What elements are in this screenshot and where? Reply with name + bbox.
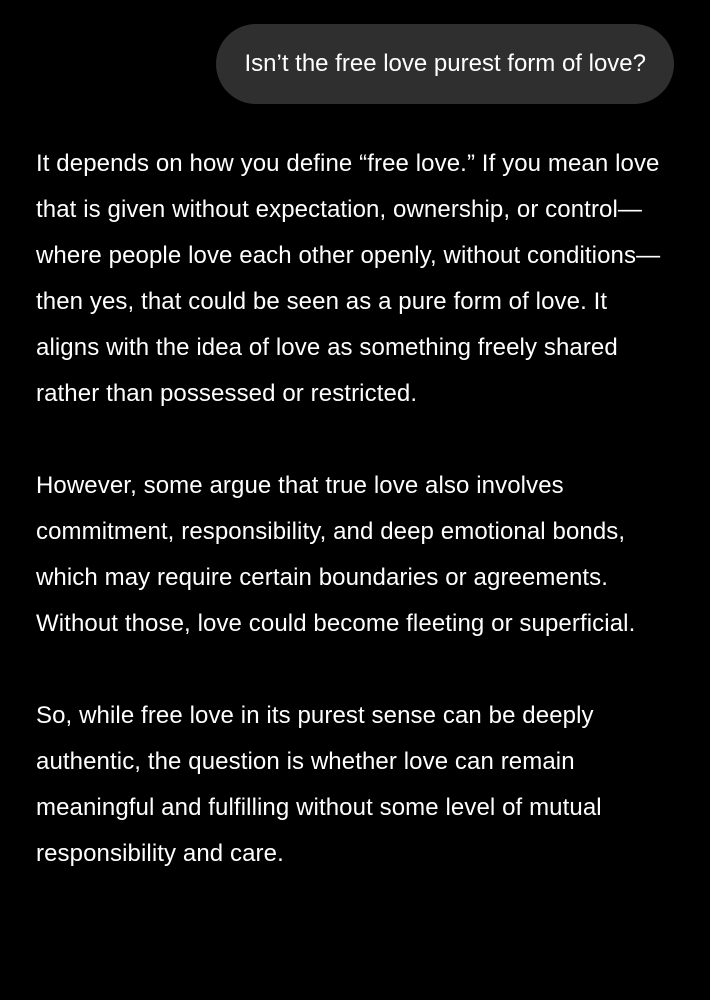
user-message-row xyxy=(216,24,674,104)
assistant-message xyxy=(36,141,676,877)
assistant-paragraph-3: So, while free love in its purest sense can be deeply authentic, the question is whether love can remain meaningful and fulfilling without some level of mutual responsibility and care. xyxy=(36,702,602,867)
user-message-bubble[interactable]: Isn’t the free love purest form of love? xyxy=(216,24,674,104)
assistant-paragraph-2: However, some argue that true love also involves commitment, responsibility, and deep emotional bonds, which may require certain boundaries or agreements. Without those, love could become fleeting or superficial. xyxy=(36,472,636,637)
assistant-paragraph-1: It depends on how you define “free love.” If you mean love that is given without expectation, ownership, or control—where people love each other openly, without conditions—then yes, that could be seen as a pure form of love. It aligns with the idea of love as something freely shared rather than possessed or restricted. xyxy=(36,150,661,407)
